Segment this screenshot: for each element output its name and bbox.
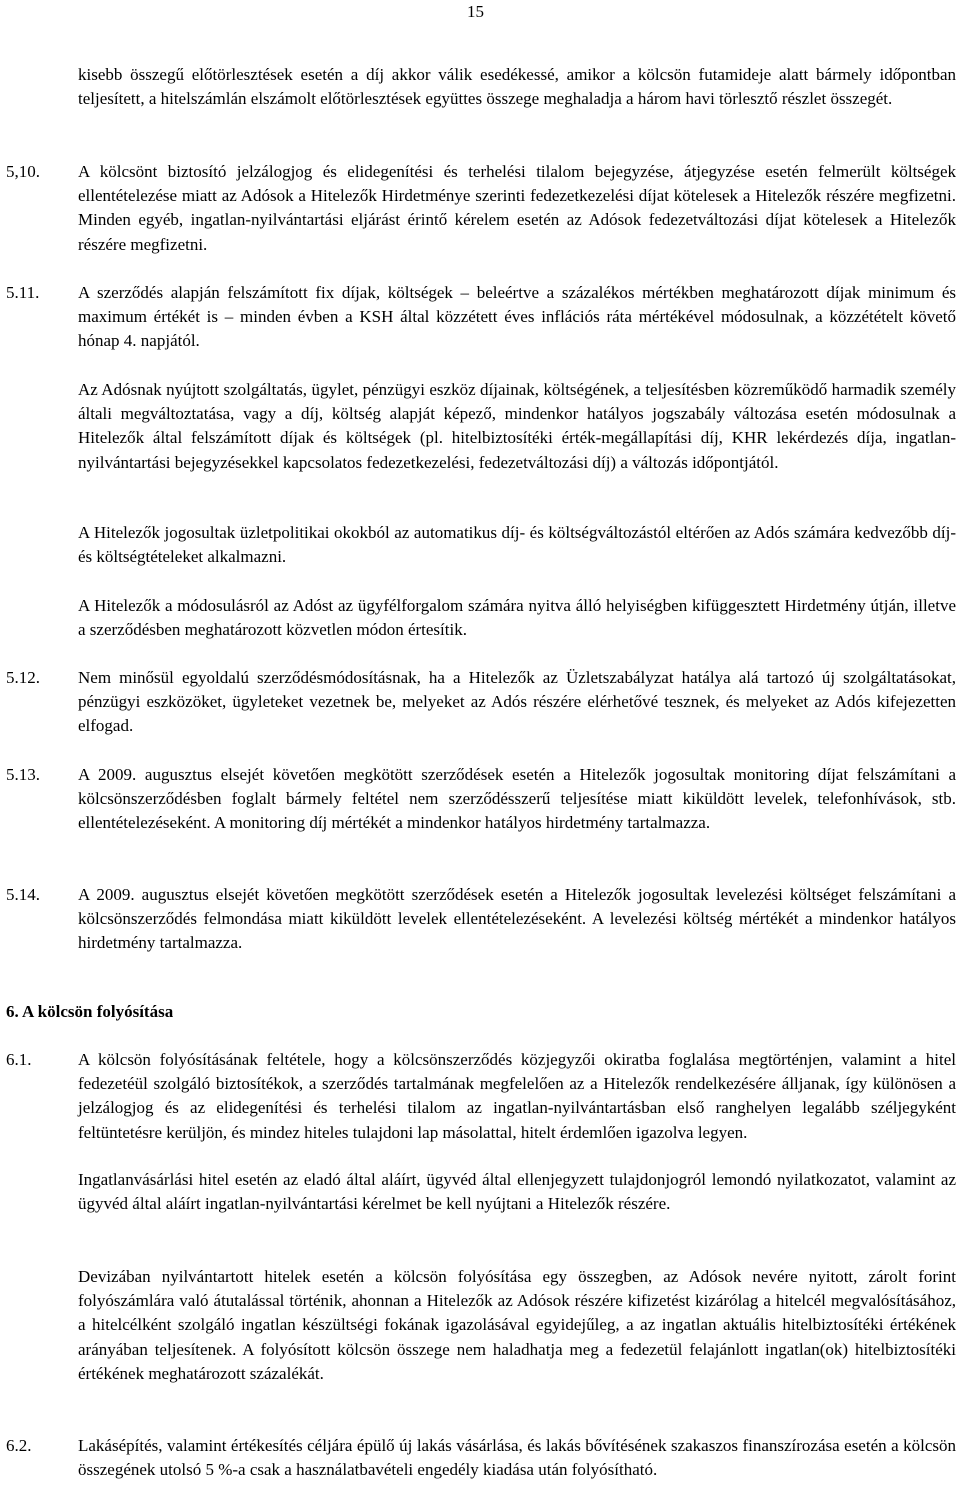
section-6-heading: 6. A kölcsön folyósítása: [6, 1002, 174, 1021]
section-5-14-text: A 2009. augusztus elsejét követően megkötött szerződések esetén a Hitelezők jogosultak levelezési költséget felszámítani a kölcsönszerződés felmondása miatt kiküldött levelek ellentételezéseként. A levelezési költség mértékét a mindenkor hatályos hirdetmény tartalmazza.: [78, 885, 956, 953]
section-6-2-text: Lakásépítés, valamint értékesítés céljára épülő új lakás vásárlása, és lakás bővítésének szakaszos finanszírozása esetén a kölcsön összegének utolsó 5 %-a csak a használatbavételi engedély kiadása után folyósítható.: [78, 1436, 956, 1480]
page-number: 15: [467, 2, 484, 21]
section-6-1-paragraph-3: Devizában nyilvántartott hitelek esetén a kölcsön folyósítása egy összegben, az Adósok nevére nyitott, zárolt forint folyószámlára való átutalással történik, ahonnan a Hitelezők az Adósok részére kifizetést kizárólag a hitelcél megvalósításához, a hitelcélként szolgáló ingatlan készültségi fokának igazolásával egyidejűleg, a az ingatlan aktuális hitelbiztosítéki értékének arányában teljesítenek. A folyósított kölcsön összege nem haladhatja meg a fedezetül felajánlott ingatlan(ok) hitelbiztosítéki értékének meghatározott százalékát.: [78, 1267, 956, 1383]
section-5-11-paragraph-1: A szerződés alapján felszámított fix díjak, költségek – beleértve a százalékos mértékben meghatározott díjak minimum és maximum értékét is – minden évben a KSH által közzétett éves inflációs ráta mértékével módosulnak, a közzétételt követő hónap 4. napjától.: [78, 283, 956, 351]
section-number-5-12: 5.12.: [6, 668, 40, 687]
section-number-5-11: 5.11.: [6, 283, 40, 302]
section-5-13-text: A 2009. augusztus elsejét követően megkötött szerződések esetén a Hitelezők jogosultak monitoring díjat felszámítani a kölcsönszerződésben foglalt bármely feltétel nem szerződésszerű teljesítése miatt kiküldött levelek, telefonhívások, stb. ellentételezéseként. A monitoring díj mértékét a mindenkor hatályos hirdetmény tartalmazza.: [78, 765, 956, 833]
section-5-11-paragraph-2: Az Adósnak nyújtott szolgáltatás, ügylet, pénzügyi eszköz díjainak, költségének, a teljesítésben közreműködő harmadik személy általi megváltoztatása, vagy a díj, költség alapját képező, mindenkor hatályos jogszabály változása esetén módosulnak a Hitelezők által felszámított díjak és költségek (pl. hitelbiztosítéki érték-megállapítási díj, KHR lekérdezés díja, ingatlan-nyilvántartási bejegyzésekkel kapcsolatos fedezetkezelési, fedezetváltozási díj) a változás időpontjától.: [78, 380, 956, 472]
section-5-10-text: A kölcsönt biztosító jelzálogjog és elidegenítési és terhelési tilalom bejegyzése, átjegyzése esetén felmerült költségek ellentételezése miatt az Adósok a Hitelezők Hirdetménye szerinti fedezetkezelési díjat kötelesek a Hitelezők részére megfizetni. Minden egyéb, ingatlan-nyilvántartási eljárást érintő kérelem esetén az Adósok fedezetváltozási díjat kötelesek a Hitelezők részére megfizetni.: [78, 162, 956, 254]
section-number-6-2: 6.2.: [6, 1436, 32, 1455]
section-5-11-paragraph-4: A Hitelezők a módosulásról az Adóst az ügyfélforgalom számára nyitva álló helyiségben kifüggesztett Hirdetmény útján, illetve a szerződésben meghatározott közvetlen módon értesítik.: [78, 596, 956, 640]
intro-paragraph: kisebb összegű előtörlesztések esetén a díj akkor válik esedékessé, amikor a kölcsön futamideje alatt bármely időpontban teljesített, a hitelszámlán elszámolt előtörlesztések együttes összege meghaladja a három havi törlesztő részlet összegét.: [78, 65, 956, 109]
section-number-5-14: 5.14.: [6, 885, 40, 904]
section-number-5-10: 5,10.: [6, 162, 40, 181]
section-number-5-13: 5.13.: [6, 765, 40, 784]
section-number-6-1: 6.1.: [6, 1050, 32, 1069]
section-5-11-paragraph-3: A Hitelezők jogosultak üzletpolitikai okokból az automatikus díj- és költségváltozástól eltérően az Adós számára kedvezőbb díj- és költségtételeket alkalmazni.: [78, 523, 956, 567]
section-6-1-paragraph-2: Ingatlanvásárlási hitel esetén az eladó által aláírt, ügyvéd által ellenjegyzett tulajdonjogról lemondó nyilatkozatot, valamint az ügyvéd által aláírt ingatlan-nyilvántartási kérelmet be kell nyújtani a Hitelezők részére.: [78, 1170, 956, 1214]
section-6-1-paragraph-1: A kölcsön folyósításának feltétele, hogy a kölcsönszerződés közjegyzői okiratba foglalása megtörténjen, valamint a hitel fedezetéül szolgáló biztosítékok, a szerződés tartalmának megfelelően az a Hitelezők rendelkezésére álljanak, így különösen a jelzálogjog és az elidegenítési és terhelési tilalom az ingatlan-nyilvántartásban első ranghelyen legalább széljegyként feltüntetésre kerüljön, és mindez hiteles tulajdoni lap másolattal, hitelt érdemlően igazolva legyen.: [78, 1050, 956, 1142]
section-5-12-text: Nem minősül egyoldalú szerződésmódosításnak, ha a Hitelezők az Üzletszabályzat hatálya alá tartozó új szolgáltatásokat, pénzügyi eszközöket, ügyleteket vezetnek be, melyeket az Adós részére elérhetővé tesznek, és melyeket az Adós kifejezetten elfogad.: [78, 668, 956, 736]
